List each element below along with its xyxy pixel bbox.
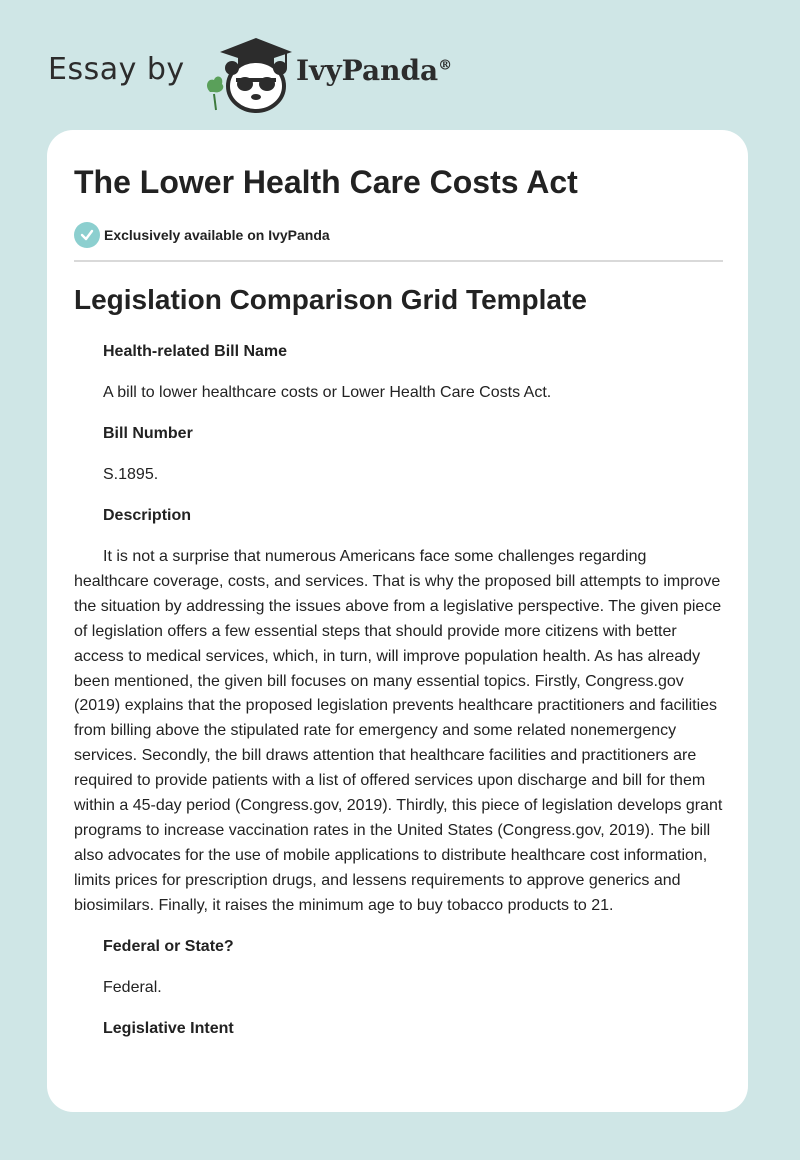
essay-card [47, 130, 748, 1112]
bill-number-label: Bill Number [103, 425, 193, 442]
bill-number-value: S.1895. [103, 466, 159, 483]
description-paragraph: It is not a surprise that numerous Americans face some challenges regarding healthcare coverage, costs, and services. That is why the proposed bill attempts to improve the situation by addressing the issues above from a legislative perspective. The given piece of legislation offers a few essential steps that should provide more citizens with better access to medical services, which, in turn, will improve population health. As has already been mentioned, the given bill focuses on many essential topics. Firstly, Congress.gov (2019) explains that the proposed legislation prevents healthcare practitioners and facilities from billing above the stipulated rate for emergency and some related nonemergency services. Secondly, the bill draws attention that healthcare facilities and practitioners are required to provide patients with a list of offered services upon discharge and bill for them within a 45-day period (Congress.gov, 2019). Thirdly, this piece of legislation develops grant programs to increase vaccination rates in the United States (Congress.gov, 2019). The bill also advocates for the use of mobile applications to distribute healthcare cost information, limits prices for prescription drugs, and lessens requirements to approve generics and biosimilars. Finally, it raises the minimum age to buy tobacco products to 21. [74, 548, 723, 914]
federal-state-value: Federal. [103, 978, 162, 996]
bill-name-label: Health-related Bill Name [103, 343, 288, 360]
description-label: Description [103, 507, 192, 524]
bill-name-value: A bill to lower healthcare costs or Lower Health Care Costs Act. [103, 384, 552, 401]
section-title: Legislation Comparison Grid Template [74, 284, 587, 315]
exclusive-badge [74, 222, 330, 248]
page-title: The Lower Health Care Costs Act [74, 164, 578, 200]
brand-name[interactable]: IvyPanda® [296, 54, 453, 87]
exclusive-badge-label: Exclusively available on IvyPanda [104, 227, 330, 243]
ivypanda-logo-icon[interactable] [200, 34, 298, 114]
essay-content [74, 340, 723, 1041]
site-header [48, 34, 748, 114]
federal-state-label: Federal or State? [103, 937, 234, 955]
divider [74, 260, 723, 262]
essay-by-label: Essay by [48, 52, 185, 87]
legislative-intent-label: Legislative Intent [103, 1019, 234, 1037]
check-icon [74, 222, 100, 248]
